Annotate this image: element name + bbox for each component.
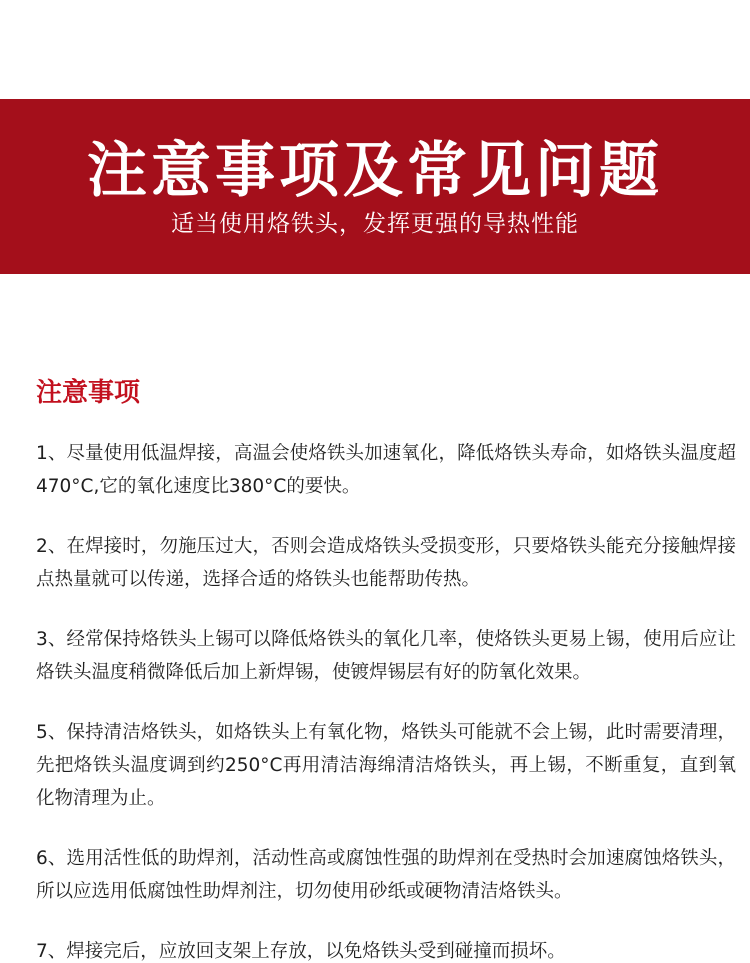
note-item-6: 6、选用活性低的助焊剂，活动性高或腐蚀性强的助焊剂在受热时会加速腐蚀烙铁头，所以应选用低腐蚀性助焊剂注，切勿使用砂纸或硬物清洁烙铁头。 — [36, 848, 736, 902]
section-title: 注意事项 — [36, 378, 141, 408]
note-item-3: 3、经常保持烙铁头上锡可以降低烙铁头的氧化几率，使烙铁头更易上锡，使用后应让烙铁头温度稍微降低后加上新焊锡，使镀焊锡层有好的防氧化效果。 — [36, 629, 736, 683]
notes-list — [36, 437, 736, 963]
note-item-2: 2、在焊接时，勿施压过大，否则会造成烙铁头受损变形，只要烙铁头能充分接触焊接点热量就可以传递，选择合适的烙铁头也能帮助传热。 — [36, 536, 736, 590]
note-item-7: 7、焊接完后，应放回支架上存放，以免烙铁头受到碰撞而损坏。 — [36, 941, 566, 962]
header-banner — [0, 99, 750, 274]
note-item-5: 5、保持清洁烙铁头，如烙铁头上有氧化物，烙铁头可能就不会上锡，此时需要清理，先把烙铁头温度调到约250°C再用清洁海绵清洁烙铁头，再上锡，不断重复，直到氧化物清理为止。 — [36, 722, 736, 809]
note-item-1: 1、尽量使用低温焊接，高温会使烙铁头加速氧化，降低烙铁头寿命，如烙铁头温度超470°C,它的氧化速度比380°C的要快。 — [36, 443, 736, 497]
banner-title: 注意事项及常见问题 — [87, 136, 663, 206]
banner-subtitle: 适当使用烙铁头，发挥更强的导热性能 — [171, 211, 579, 237]
